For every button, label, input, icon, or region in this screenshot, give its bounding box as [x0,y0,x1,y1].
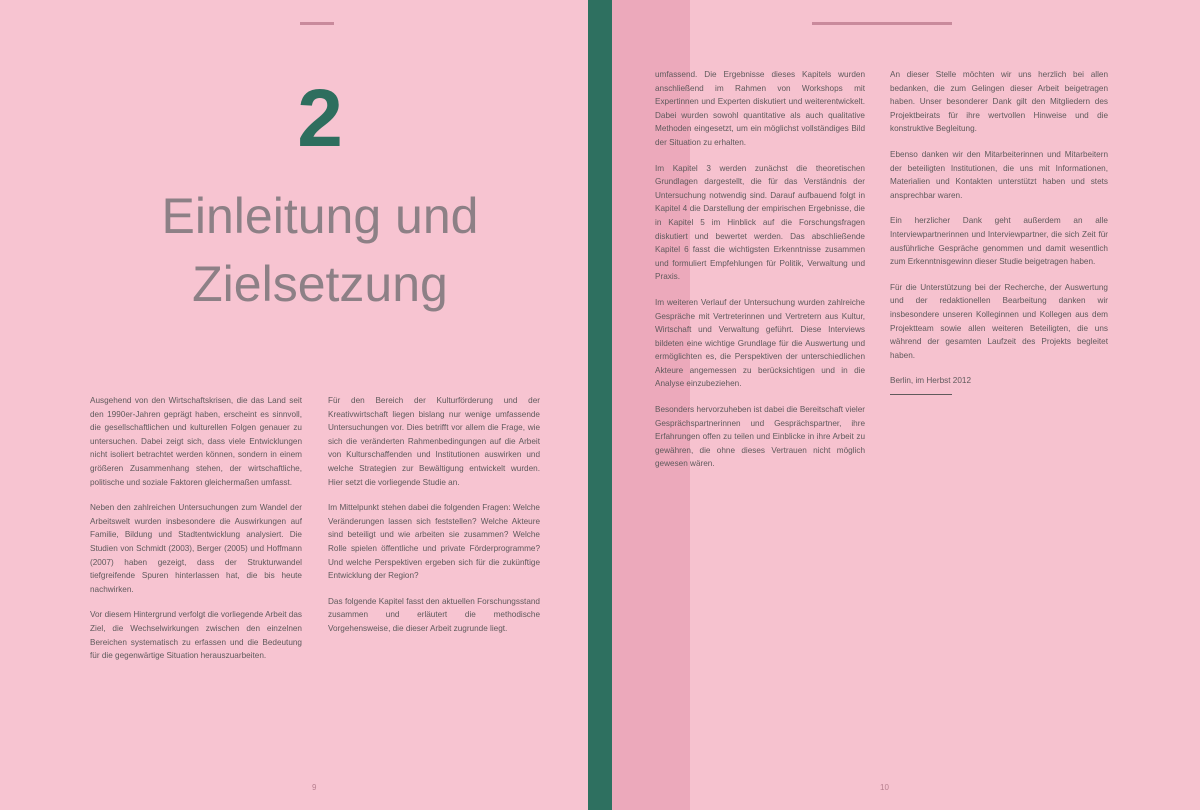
left-page [0,0,588,810]
chapter-title-line-1: Einleitung und [161,188,479,244]
right-column-2 [890,68,1108,748]
running-head-left [300,22,334,25]
signature-line [890,374,1108,395]
page-number-left: 9 [312,783,317,792]
paragraph: Das folgende Kapitel fasst den aktuellen Forschungsstand zusammen und erläutert die methodische Vorgehensweise, die dieser Arbeit zugrunde liegt. [328,596,540,633]
book-spine [588,0,612,810]
chapter-title-line-2: Zielsetzung [192,256,448,312]
page-number-right: 10 [880,783,889,792]
paragraph: Ausgehend von den Wirtschaftskrisen, die das Land seit den 1990er-Jahren geprägt haben, erscheint es sinnvoll, die gesellschaftlichen und kulturellen Folgen genauer zu untersuchen. Dabei zeigt sich, dass viele Entwicklungen nicht isoliert betrachtet werden können, sondern in einem größeren Zusammenhang stehen, der wirtschaftliche, politische und soziale Faktoren gleichermaßen umfasst. [90,396,302,487]
paragraph: Für die Unterstützung bei der Recherche, der Auswertung und der redaktionellen Bearbeitung danken wir insbesondere unseren Kolleginnen und Kollegen aus dem Projektteam sowie allen weiteren Beteiligten, die uns während der gesamten Laufzeit des Projekts begleitet haben. [890,282,1108,360]
chapter-title [130,182,510,318]
paragraph: Im Kapitel 3 werden zunächst die theoretischen Grundlagen dargestellt, die für das Verständnis der Untersuchung notwendig sind. Darauf aufbauend folgt in Kapitel 4 die Darstellung der empirischen Ergebnisse, die in Kapitel 5 im Hinblick auf die Forschungsfragen diskutiert und bewertet werden. Das abschließende Kapitel 6 fasst die wichtigsten Erkenntnisse zusammen und formuliert Empfehlungen für Politik, Verwaltung und Praxis. [655,163,865,282]
paragraph: An dieser Stelle möchten wir uns herzlich bei allen bedanken, die zum Gelingen dieser Arbeit beigetragen haben. Unser besonderer Dank gilt den Mitgliedern des Projektbeirats für ihre wertvollen Hinweise und die konstruktive Begleitung. [890,70,1108,134]
left-column-1 [90,394,302,759]
paragraph: Neben den zahlreichen Untersuchungen zum Wandel der Arbeitswelt wurden insbesondere die Auswirkungen auf Familie, Bildung und Stadtentwicklung analysiert. Die Studien von Schmidt (2003), Berger (2005) und Hoffmann (2007) haben gezeigt, dass der Strukturwandel tiefgreifende Spuren hinterlassen hat, die bis heute nachwirken. [90,503,302,594]
paragraph: Ebenso danken wir den Mitarbeiterinnen und Mitarbeitern der beteiligten Institutionen, die uns mit Informationen, Materialien und Kontakten unterstützt haben und stets ansprechbar waren. [890,149,1108,200]
paragraph: Im weiteren Verlauf der Untersuchung wurden zahlreiche Gespräche mit Vertreterinnen und Vertretern aus Kultur, Wirtschaft und Verwaltung geführt. Diese Interviews bildeten eine wichtige Grundlage für die Auswertung und ermöglichten es, die Perspektiven der unterschiedlichen Akteure angemessen zu berücksichtigen und in die Analyse einzubeziehen. [655,297,865,389]
paragraph: Vor diesem Hintergrund verfolgt die vorliegende Arbeit das Ziel, die Wechselwirkungen zwischen den einzelnen Bereichen systematisch zu erfassen und die Bedeutung für die gegenwärtige Situation herauszuarbeiten. [90,610,302,661]
left-column-2 [328,394,540,759]
chapter-number: 2 [297,73,343,164]
paragraph: umfassend. Die Ergebnisse dieses Kapitels wurden anschließend im Rahmen von Workshops mit Expertinnen und Experten diskutiert und weiterentwickelt. Dabei wurden sowohl quantitative als auch qualitative Methoden eingesetzt, um ein möglichst vollständiges Bild der Situation zu erhalten. [655,70,865,147]
paragraph: Für den Bereich der Kulturförderung und der Kreativwirtschaft liegen bislang nur wenige umfassende Untersuchungen vor. Dies betrifft vor allem die Frage, wie sich die veränderten Rahmenbedingungen auf die Arbeit von Kulturschaffenden und Institutionen auswirken und welche Strategien zur Bewältigung entwickelt wurden. Hier setzt die vorliegende Studie an. [328,396,540,487]
signature-rule [890,394,952,395]
right-column-1 [655,68,865,768]
paragraph: Besonders hervorzuheben ist dabei die Bereitschaft vieler Gesprächspartnerinnen und Gesprächspartner, ihre Erfahrungen offen zu teilen und Einblicke in ihre Arbeit zu gewähren, die ohne dieses Vertrauen nicht möglich gewesen wären. [655,405,865,469]
place-date: Berlin, im Herbst 2012 [890,376,971,386]
running-head-right [812,22,952,25]
paragraph: Ein herzlicher Dank geht außerdem an alle Interviewpartnerinnen und Interviewpartner, die sich Zeit für ausführliche Gespräche genommen und damit wesentlich zum Erkenntnisgewinn dieser Studie beigetragen haben. [890,216,1108,267]
paragraph: Im Mittelpunkt stehen dabei die folgenden Fragen: Welche Veränderungen lassen sich feststellen? Welche Akteure sind beteiligt und wie arbeiten sie zusammen? Welche Rolle spielen öffentliche und private Förderprogramme? Und welche Perspektiven ergeben sich für die zukünftige Entwicklung der Region? [328,503,540,581]
